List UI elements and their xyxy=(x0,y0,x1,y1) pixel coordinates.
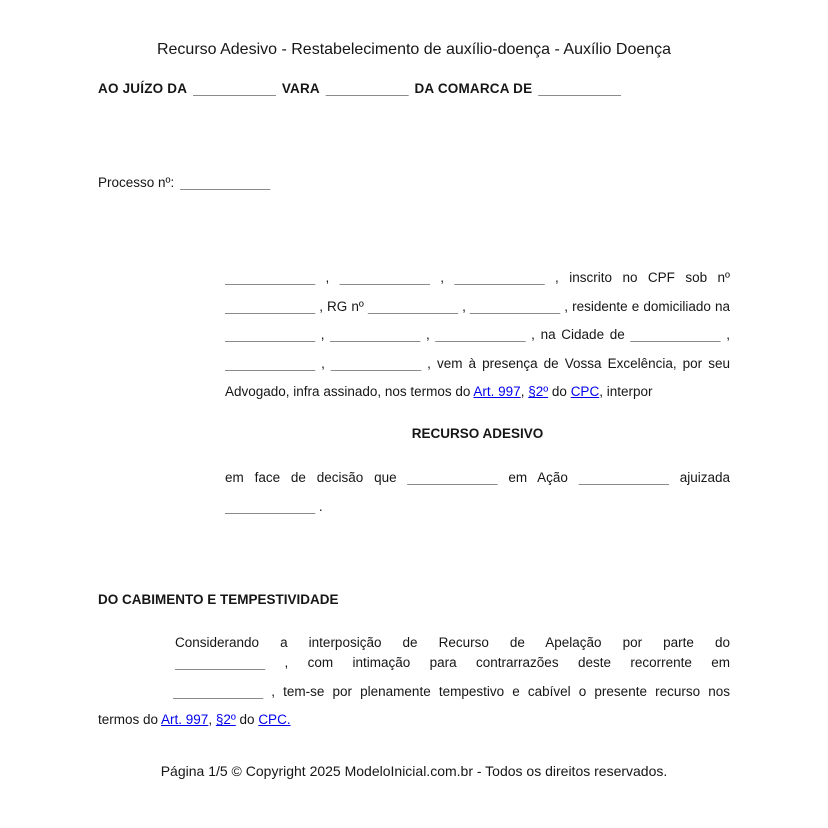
court-blank-3: ___________ xyxy=(538,81,621,96)
recurso-adesivo-heading: RECURSO ADESIVO xyxy=(411,426,544,441)
qualification-line-1: ____________ , ____________ , ____________ , inscrito no CPF sob nº xyxy=(225,270,730,285)
process-number-blank: ____________ xyxy=(180,175,271,190)
qualification-line5-text-1: Advogado, infra assinado, nos termos do xyxy=(225,384,474,400)
cabimento-line-4 xyxy=(98,712,498,729)
qualification-line5-sep-2: do xyxy=(548,384,571,400)
qualification-line-3: ____________ , ____________ , ____________ , na Cidade de ____________ , xyxy=(225,327,730,343)
court-address-line xyxy=(98,80,627,97)
decision-line-1: em face de decisão que ____________ em Ação ____________ ajuizada xyxy=(225,470,730,485)
qualification-line5-text-2: , interpor xyxy=(599,384,653,400)
court-label-juizo: AO JUÍZO DA xyxy=(98,81,188,96)
qualification-line-5 xyxy=(225,378,730,407)
cabimento-line-1: Considerando a interposição de Recurso de Apelação por parte do xyxy=(175,635,730,650)
cabimento-line-3: ____________ , tem-se por plenamente tempestivo e cabível o presente recurso nos xyxy=(173,684,730,699)
link-paragrafo-2-2[interactable]: §2º xyxy=(215,712,236,727)
decision-reference-paragraph xyxy=(225,464,730,521)
decision-line-2: ____________ . xyxy=(225,498,323,514)
link-paragrafo-2[interactable]: §2º xyxy=(528,384,549,400)
court-label-vara: VARA xyxy=(281,81,320,96)
cabimento-line4-sep-2: do xyxy=(235,712,259,727)
process-number-label: Processo nº: xyxy=(98,175,175,190)
cabimento-section-heading: DO CABIMENTO E TEMPESTIVIDADE xyxy=(98,592,339,607)
qualification-line-4: ____________ , ____________ , vem à presença de Vossa Excelência, por seu xyxy=(225,355,730,371)
link-art-997-2[interactable]: Art. 997 xyxy=(161,712,209,727)
page-footer-copyright: Página 1/5 © Copyright 2025 ModeloInicial.com.br - Todos os direitos reservados. xyxy=(160,763,668,779)
link-art-997[interactable]: Art. 997 xyxy=(473,384,521,400)
qualification-line5-sep-1: , xyxy=(520,384,529,400)
document-title: Recurso Adesivo - Restabelecimento de auxílio-doença - Auxílio Doença xyxy=(156,41,672,58)
link-cpc[interactable]: CPC xyxy=(570,384,600,400)
cabimento-line4-text-1: termos do xyxy=(98,712,162,727)
cabimento-line-2: ____________ , com intimação para contrarrazões deste recorrente em xyxy=(175,655,730,670)
court-label-comarca: DA COMARCA DE xyxy=(414,81,533,96)
qualification-line-2: ____________ , RG nº ____________ , ____________ , residente e domiciliado na xyxy=(225,298,730,314)
party-qualification-paragraph xyxy=(225,264,730,407)
cabimento-line4-sep-1: , xyxy=(208,712,216,727)
process-number-line xyxy=(98,174,270,191)
link-cpc-2[interactable]: CPC. xyxy=(258,712,291,727)
court-blank-1: ___________ xyxy=(193,81,276,96)
court-blank-2: ___________ xyxy=(325,81,409,96)
